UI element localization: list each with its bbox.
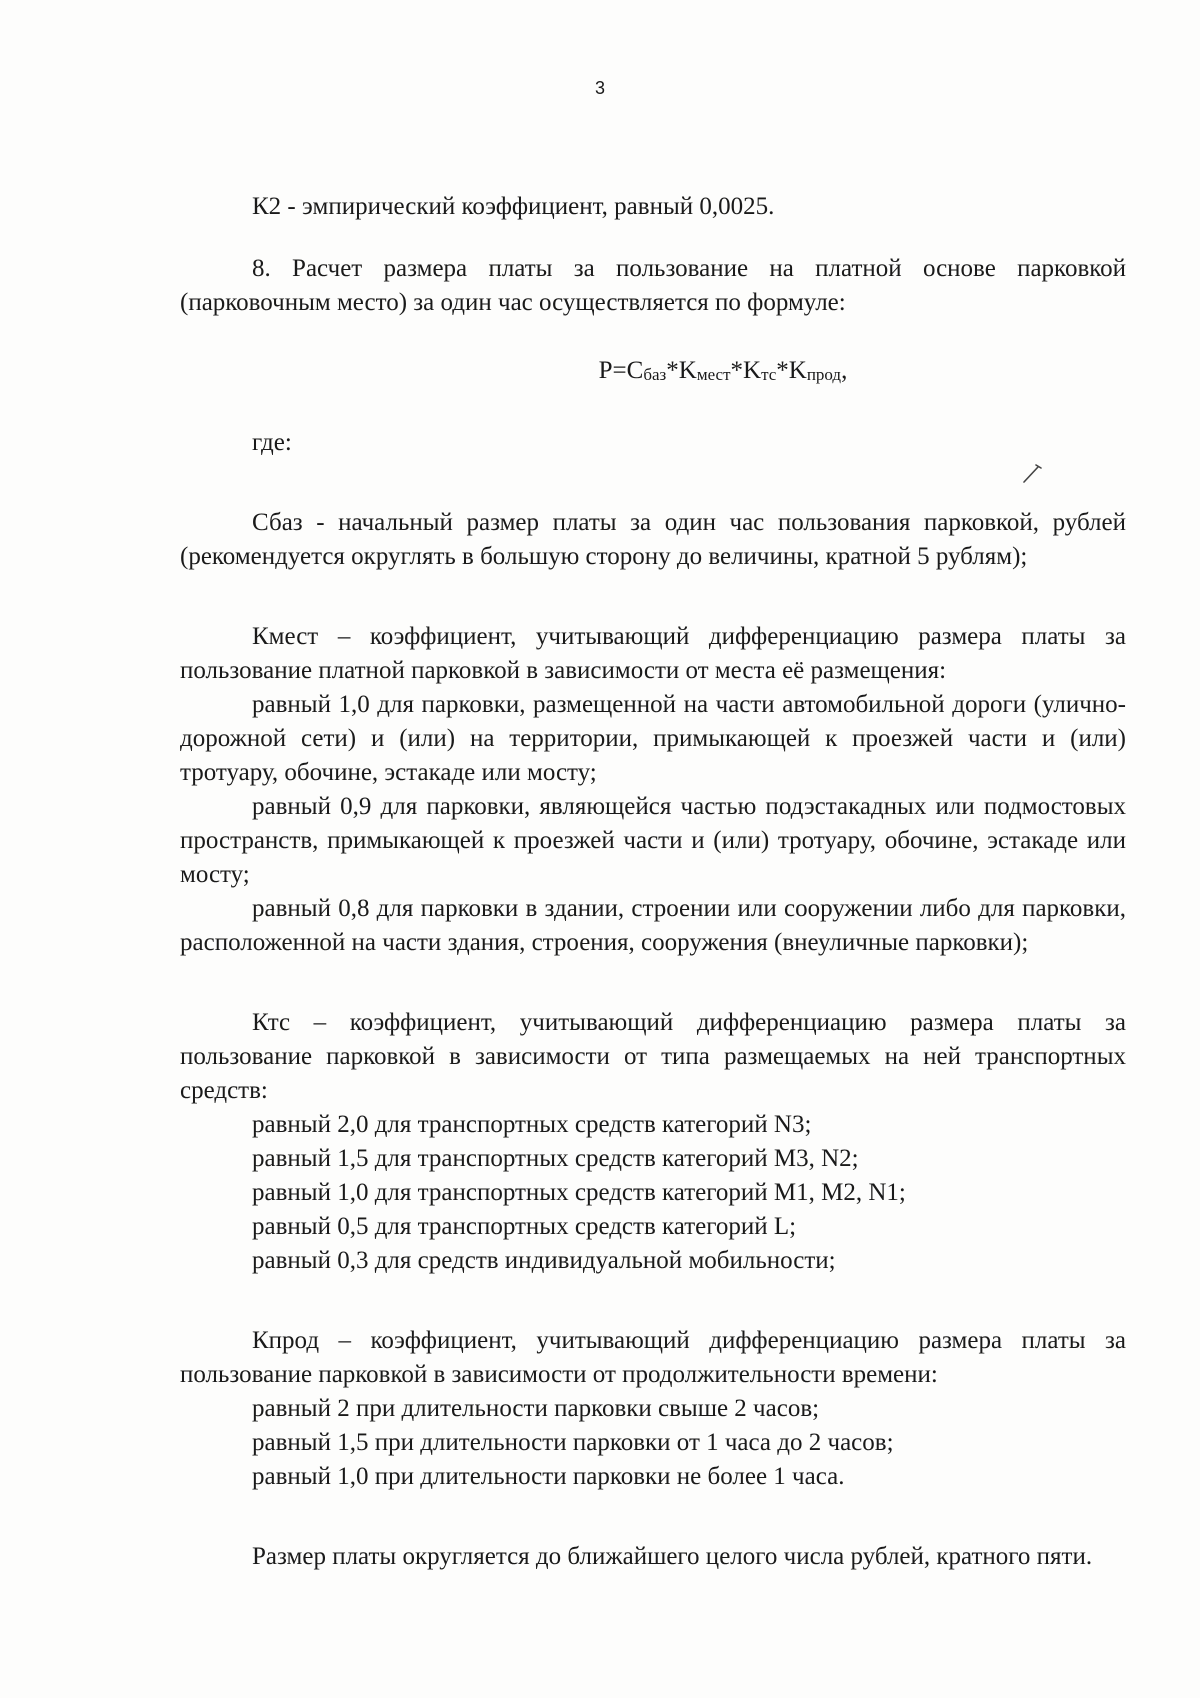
k2-definition: К2 - эмпирический коэффициент, равный 0,0025. bbox=[252, 193, 775, 220]
kmest-item-1: равный 1,0 для парковки, размещенной на части автомобильной дороги (улично-дорожной сети) и (или) на территории, примыкающей к проезжей части и (или) тротуару, обочине, эстакаде или мосту; bbox=[180, 691, 1126, 786]
ktc-definition: Ктс – коэффициент, учитывающий дифференциацию размера платы за пользование парковкой в зависимости от типа размещаемых на ней транспортных средств: bbox=[180, 1009, 1126, 1104]
page-number: 3 bbox=[594, 78, 605, 98]
kprod-item-1: равный 2 при длительности парковки свыше 2 часов; bbox=[252, 1395, 820, 1422]
section-8-paragraph: 8. Расчет размера платы за пользование на платной основе парковкой (парковочным место) за один час осуществляется по формуле: bbox=[180, 255, 1126, 316]
kmest-item-3: равный 0,8 для парковки в здании, строении или сооружении либо для парковки, расположенной на части здания, строения, сооружения (внеуличные парковки); bbox=[180, 895, 1126, 956]
ktc-item-2: равный 1,5 для транспортных средств категорий М3, N2; bbox=[252, 1145, 859, 1172]
sbaz-definition: Сбаз - начальный размер платы за один час пользования парковкой, рублей (рекомендуется округлять в большую сторону до величины, кратной 5 рублям); bbox=[180, 509, 1126, 570]
where-label: где: bbox=[252, 429, 292, 456]
ktc-item-5: равный 0,3 для средств индивидуальной мобильности; bbox=[252, 1247, 836, 1274]
fee-formula: $P=C_{баз}*K_{мест}*K_{тс}*K_{прод}$, bbox=[598, 357, 848, 384]
ktc-item-4: равный 0,5 для транспортных средств категорий L; bbox=[252, 1213, 797, 1240]
kmest-item-2: равный 0,9 для парковки, являющейся частью подэстакадных или подмостовых пространств, примыкающей к проезжей части и (или) тротуару, обочине, эстакаде или мосту; bbox=[180, 793, 1126, 888]
rounding-rule: Размер платы округляется до ближайшего целого числа рублей, кратного пяти. bbox=[252, 1543, 1093, 1570]
pen-mark-icon bbox=[1022, 462, 1044, 484]
kprod-item-2: равный 1,5 при длительности парковки от 1 часа до 2 часов; bbox=[252, 1429, 894, 1456]
ktc-item-1: равный 2,0 для транспортных средств категорий N3; bbox=[252, 1111, 812, 1138]
kmest-definition: Кмест – коэффициент, учитывающий дифференциацию размера платы за пользование платной парковкой в зависимости от места её размещения: bbox=[180, 623, 1126, 684]
kprod-item-3: равный 1,0 при длительности парковки не более 1 часа. bbox=[252, 1463, 845, 1490]
document-body bbox=[180, 190, 1126, 1574]
kprod-definition: Кпрод – коэффициент, учитывающий дифференциацию размера платы за пользование парковкой в зависимости от продолжительности времени: bbox=[180, 1327, 1126, 1388]
ktc-item-3: равный 1,0 для транспортных средств категорий M1, M2, N1; bbox=[252, 1179, 906, 1206]
